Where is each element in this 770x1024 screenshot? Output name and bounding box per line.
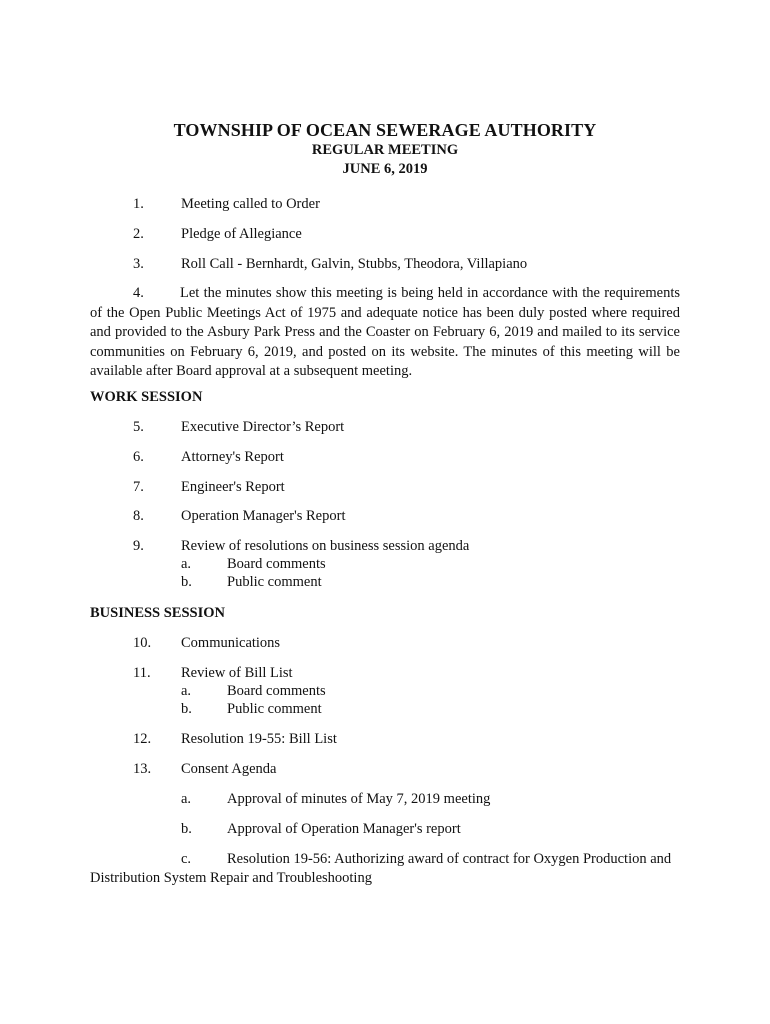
item-text: Resolution 19-55: Bill List — [181, 731, 337, 747]
subitem-text: Approval of minutes of May 7, 2019 meeting — [227, 791, 491, 807]
item-text: Pledge of Allegiance — [181, 226, 302, 242]
item-text: Operation Manager's Report — [181, 508, 346, 524]
item-text: Review of resolutions on business session agenda — [181, 538, 470, 554]
item-text: Meeting called to Order — [181, 196, 320, 212]
item-number: 3. — [133, 256, 144, 272]
business-session-heading: BUSINESS SESSION — [90, 605, 226, 621]
agenda-item-4-paragraph — [90, 284, 680, 382]
subitem-text: Board comments — [227, 556, 326, 572]
subitem-text: Public comment — [227, 701, 322, 717]
subitem-letter: a. — [181, 791, 192, 807]
subitem-text: Public comment — [227, 574, 322, 590]
item-number: 11. — [133, 665, 151, 681]
item-text: Roll Call - Bernhardt, Galvin, Stubbs, Theodora, Villapiano — [181, 256, 528, 272]
meeting-type: REGULAR MEETING — [311, 142, 459, 158]
subitem-letter: b. — [181, 701, 192, 717]
subitem-text: Approval of Operation Manager's report — [227, 821, 461, 837]
item-text: Attorney's Report — [181, 449, 284, 465]
item-text: Executive Director’s Report — [181, 419, 345, 435]
item-number: 13. — [133, 761, 152, 777]
item-number: 2. — [133, 226, 144, 242]
subitem-letter: b. — [181, 574, 192, 590]
item-text: Consent Agenda — [181, 761, 277, 777]
item-number: 6. — [133, 449, 144, 465]
item-text: Let the minutes show this meeting is being held in accordance with the requirements of the Open Public Meetings Act of 1975 and adequate notice has been duly posted where required and provided to the Asbury Park Press and the Coaster on February 6, 2019 and mailed to its service communities on February 6, 2019, and posted on its website. The minutes of this meeting will be available after Board approval at a subsequent meeting. — [90, 285, 680, 380]
subitem-letter: a. — [181, 556, 192, 572]
item-number: 10. — [133, 635, 152, 651]
item-text: Engineer's Report — [181, 479, 285, 495]
work-session-heading: WORK SESSION — [90, 389, 203, 405]
subitem-text: Resolution 19-56: Authorizing award of contract for Oxygen Production and Distribution System Repair and Troubleshooting — [90, 851, 672, 886]
item-number: 7. — [133, 479, 144, 495]
item-number: 4. — [133, 285, 144, 301]
item-number: 9. — [133, 538, 144, 554]
item-text: Review of Bill List — [181, 665, 293, 681]
subitem-text: Board comments — [227, 683, 326, 699]
meeting-date: JUNE 6, 2019 — [342, 161, 428, 177]
item-text: Communications — [181, 635, 281, 651]
subitem-letter: c. — [181, 851, 192, 867]
item-number: 5. — [133, 419, 144, 435]
item-number: 12. — [133, 731, 152, 747]
agenda-subitem-13c — [90, 850, 680, 888]
item-number: 1. — [133, 196, 144, 212]
document-title: TOWNSHIP OF OCEAN SEWERAGE AUTHORITY — [173, 120, 597, 140]
subitem-letter: b. — [181, 821, 192, 837]
item-number: 8. — [133, 508, 144, 524]
subitem-letter: a. — [181, 683, 192, 699]
